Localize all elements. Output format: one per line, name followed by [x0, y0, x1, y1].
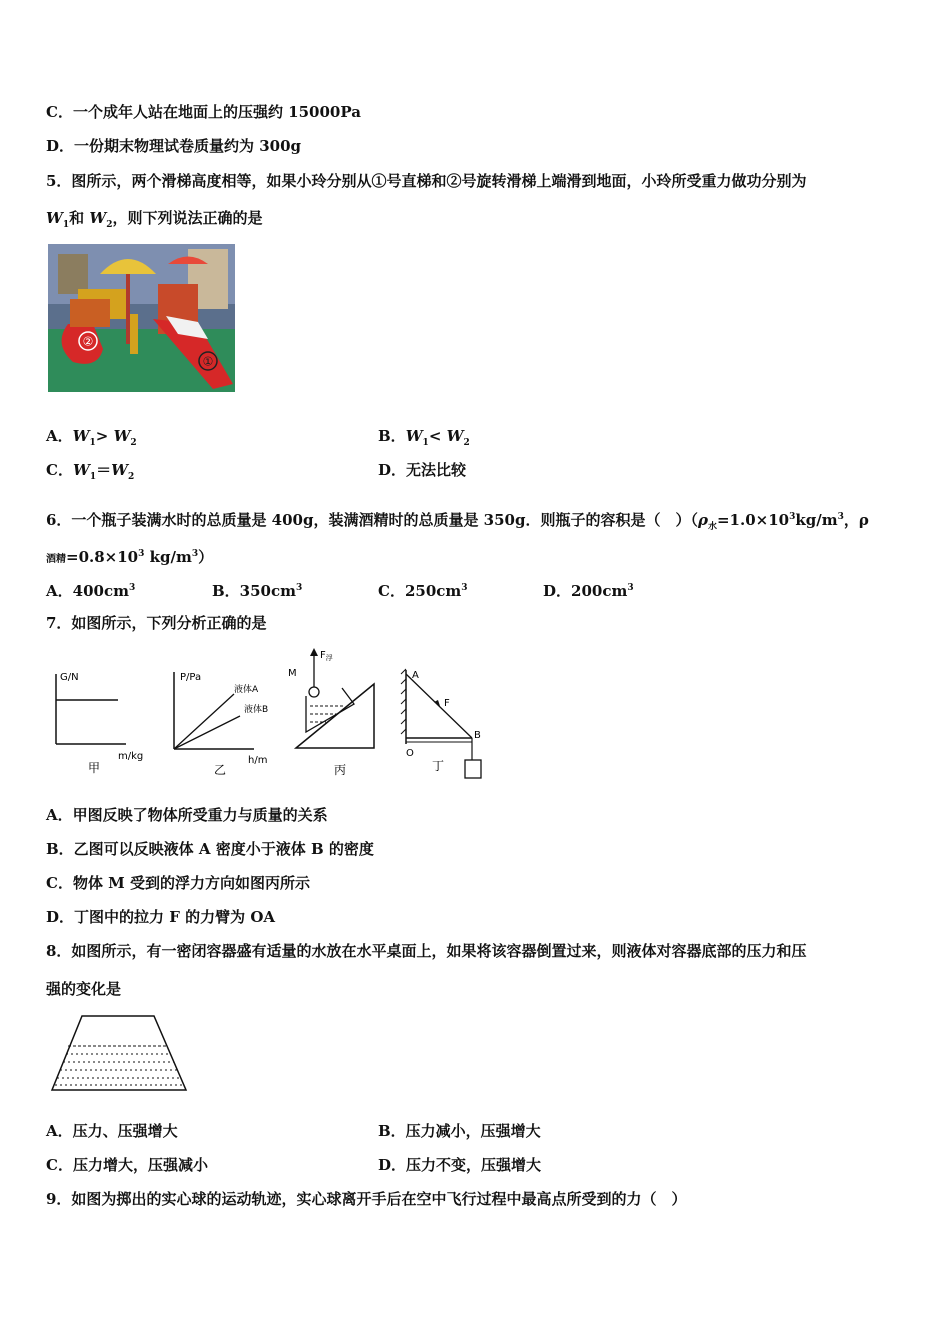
- fig-ding-f: F: [444, 698, 450, 709]
- q7-option-a: A．甲图反映了物体所受重力与质量的关系: [46, 806, 328, 824]
- q6-option-d: D．$200cm^3$: [543, 582, 634, 600]
- q8-option-a: A．压力、压强增大: [46, 1122, 178, 1140]
- q5-w2-sub: 2: [106, 220, 113, 230]
- q5-stem-line1: 5．图所示，两个滑梯高度相等，如果小玲分别从①号直梯和②号旋转滑梯上端滑到地面，小玲所受重力做功分别为: [46, 172, 807, 190]
- q6-option-c: C．$250cm^3$: [378, 582, 468, 600]
- playground-slide-photo: [48, 244, 235, 392]
- q8-stem-line2: 强的变化是: [46, 980, 122, 998]
- q9-stem: 9．如图为掷出的实心球的运动轨迹，实心球离开手后在空中飞行过程中最高点所受到的力（ ）: [46, 1190, 687, 1208]
- fig-ding-b: B: [474, 730, 481, 741]
- q7-option-d: D．丁图中的拉力 F 的力臂为 OA: [46, 908, 276, 926]
- photo-label-1: ①: [202, 354, 214, 369]
- fig-ding-a: A: [412, 670, 419, 681]
- fig-ding-diagram: [401, 669, 481, 778]
- fig-jia-graph: [56, 672, 143, 775]
- container-trapezoid: [50, 1012, 190, 1094]
- fig-jia-ylabel: G/N: [60, 672, 79, 683]
- fig-bing-mass: M: [288, 668, 297, 679]
- fig-bing-caption: 丙: [334, 763, 347, 777]
- fig-jia-xlabel: m/kg: [118, 751, 144, 762]
- q6-option-a: A．$400cm^3$: [46, 582, 136, 600]
- fig-yi-line-b: 液体B: [244, 705, 269, 715]
- fig-yi-ylabel: P/Pa: [180, 672, 202, 683]
- q5-w2: W: [89, 209, 107, 227]
- q5-option-a: A．$W_1> W_2$: [46, 427, 137, 448]
- option-c-prev: C．一个成年人站在地面上的压强约 15000Pa: [46, 103, 361, 121]
- fig-yi-xlabel: h/m: [248, 755, 268, 766]
- q7-stem: 7．如图所示，下列分析正确的是: [46, 614, 267, 632]
- fig-ding-caption: 丁: [432, 759, 445, 773]
- option-d-prev: D．一份期末物理试卷质量约为 300g: [46, 137, 302, 155]
- q7-option-c: C．物体 M 受到的浮力方向如图丙所示: [46, 874, 310, 892]
- fig-yi-line-a: 液体A: [234, 685, 259, 695]
- fig-ding-o: O: [406, 748, 414, 759]
- q8-option-c: C．压力增大，压强减小: [46, 1156, 208, 1174]
- q6-stem-line1: 6．一个瓶子装满水时的总质量是 400g，装满酒精时的总质量是 350g．则瓶子的容积是（ ）（$\rho_水=1.0\times 10^3kg/m^3$，ρ: [46, 511, 869, 532]
- q5-option-b: B．$W_1< W_2$: [378, 427, 470, 448]
- q8-stem-line1: 8．如图所示，有一密闭容器盛有适量的水放在水平桌面上，如果将该容器倒置过来，则液体对容器底部的压力和压: [46, 942, 807, 960]
- fig-jia-caption: 甲: [88, 761, 101, 775]
- q5-w1: W: [46, 209, 63, 227]
- q5-w1-sub: 1: [62, 220, 70, 230]
- q5-option-d: D．无法比较: [378, 461, 467, 479]
- fig-bing-diagram: [288, 648, 374, 777]
- q8-option-b: B．压力减小，压强增大: [378, 1122, 541, 1140]
- q7-option-b: B．乙图可以反映液体 A 密度小于液体 B 的密度: [46, 840, 374, 858]
- photo-label-2: ②: [82, 334, 94, 349]
- q7-figures: [48, 644, 498, 784]
- q5-option-c: C．$W_1=W_2$: [46, 461, 135, 482]
- fig-bing-force: $F_浮$: [320, 650, 333, 662]
- q6-option-b: B．$350cm^3$: [212, 582, 303, 600]
- q5-rest: ，则下列说法正确的是: [112, 209, 263, 227]
- q5-and: 和: [69, 209, 90, 227]
- q8-option-d: D．压力不变，压强增大: [378, 1156, 542, 1174]
- fig-yi-caption: 乙: [214, 763, 227, 777]
- fig-yi-graph: [174, 672, 268, 777]
- q5-stem-line2: [46, 208, 263, 235]
- q6-stem-line2: 酒精$=0.8\times 10^3$ $kg/m^3$）: [46, 548, 214, 566]
